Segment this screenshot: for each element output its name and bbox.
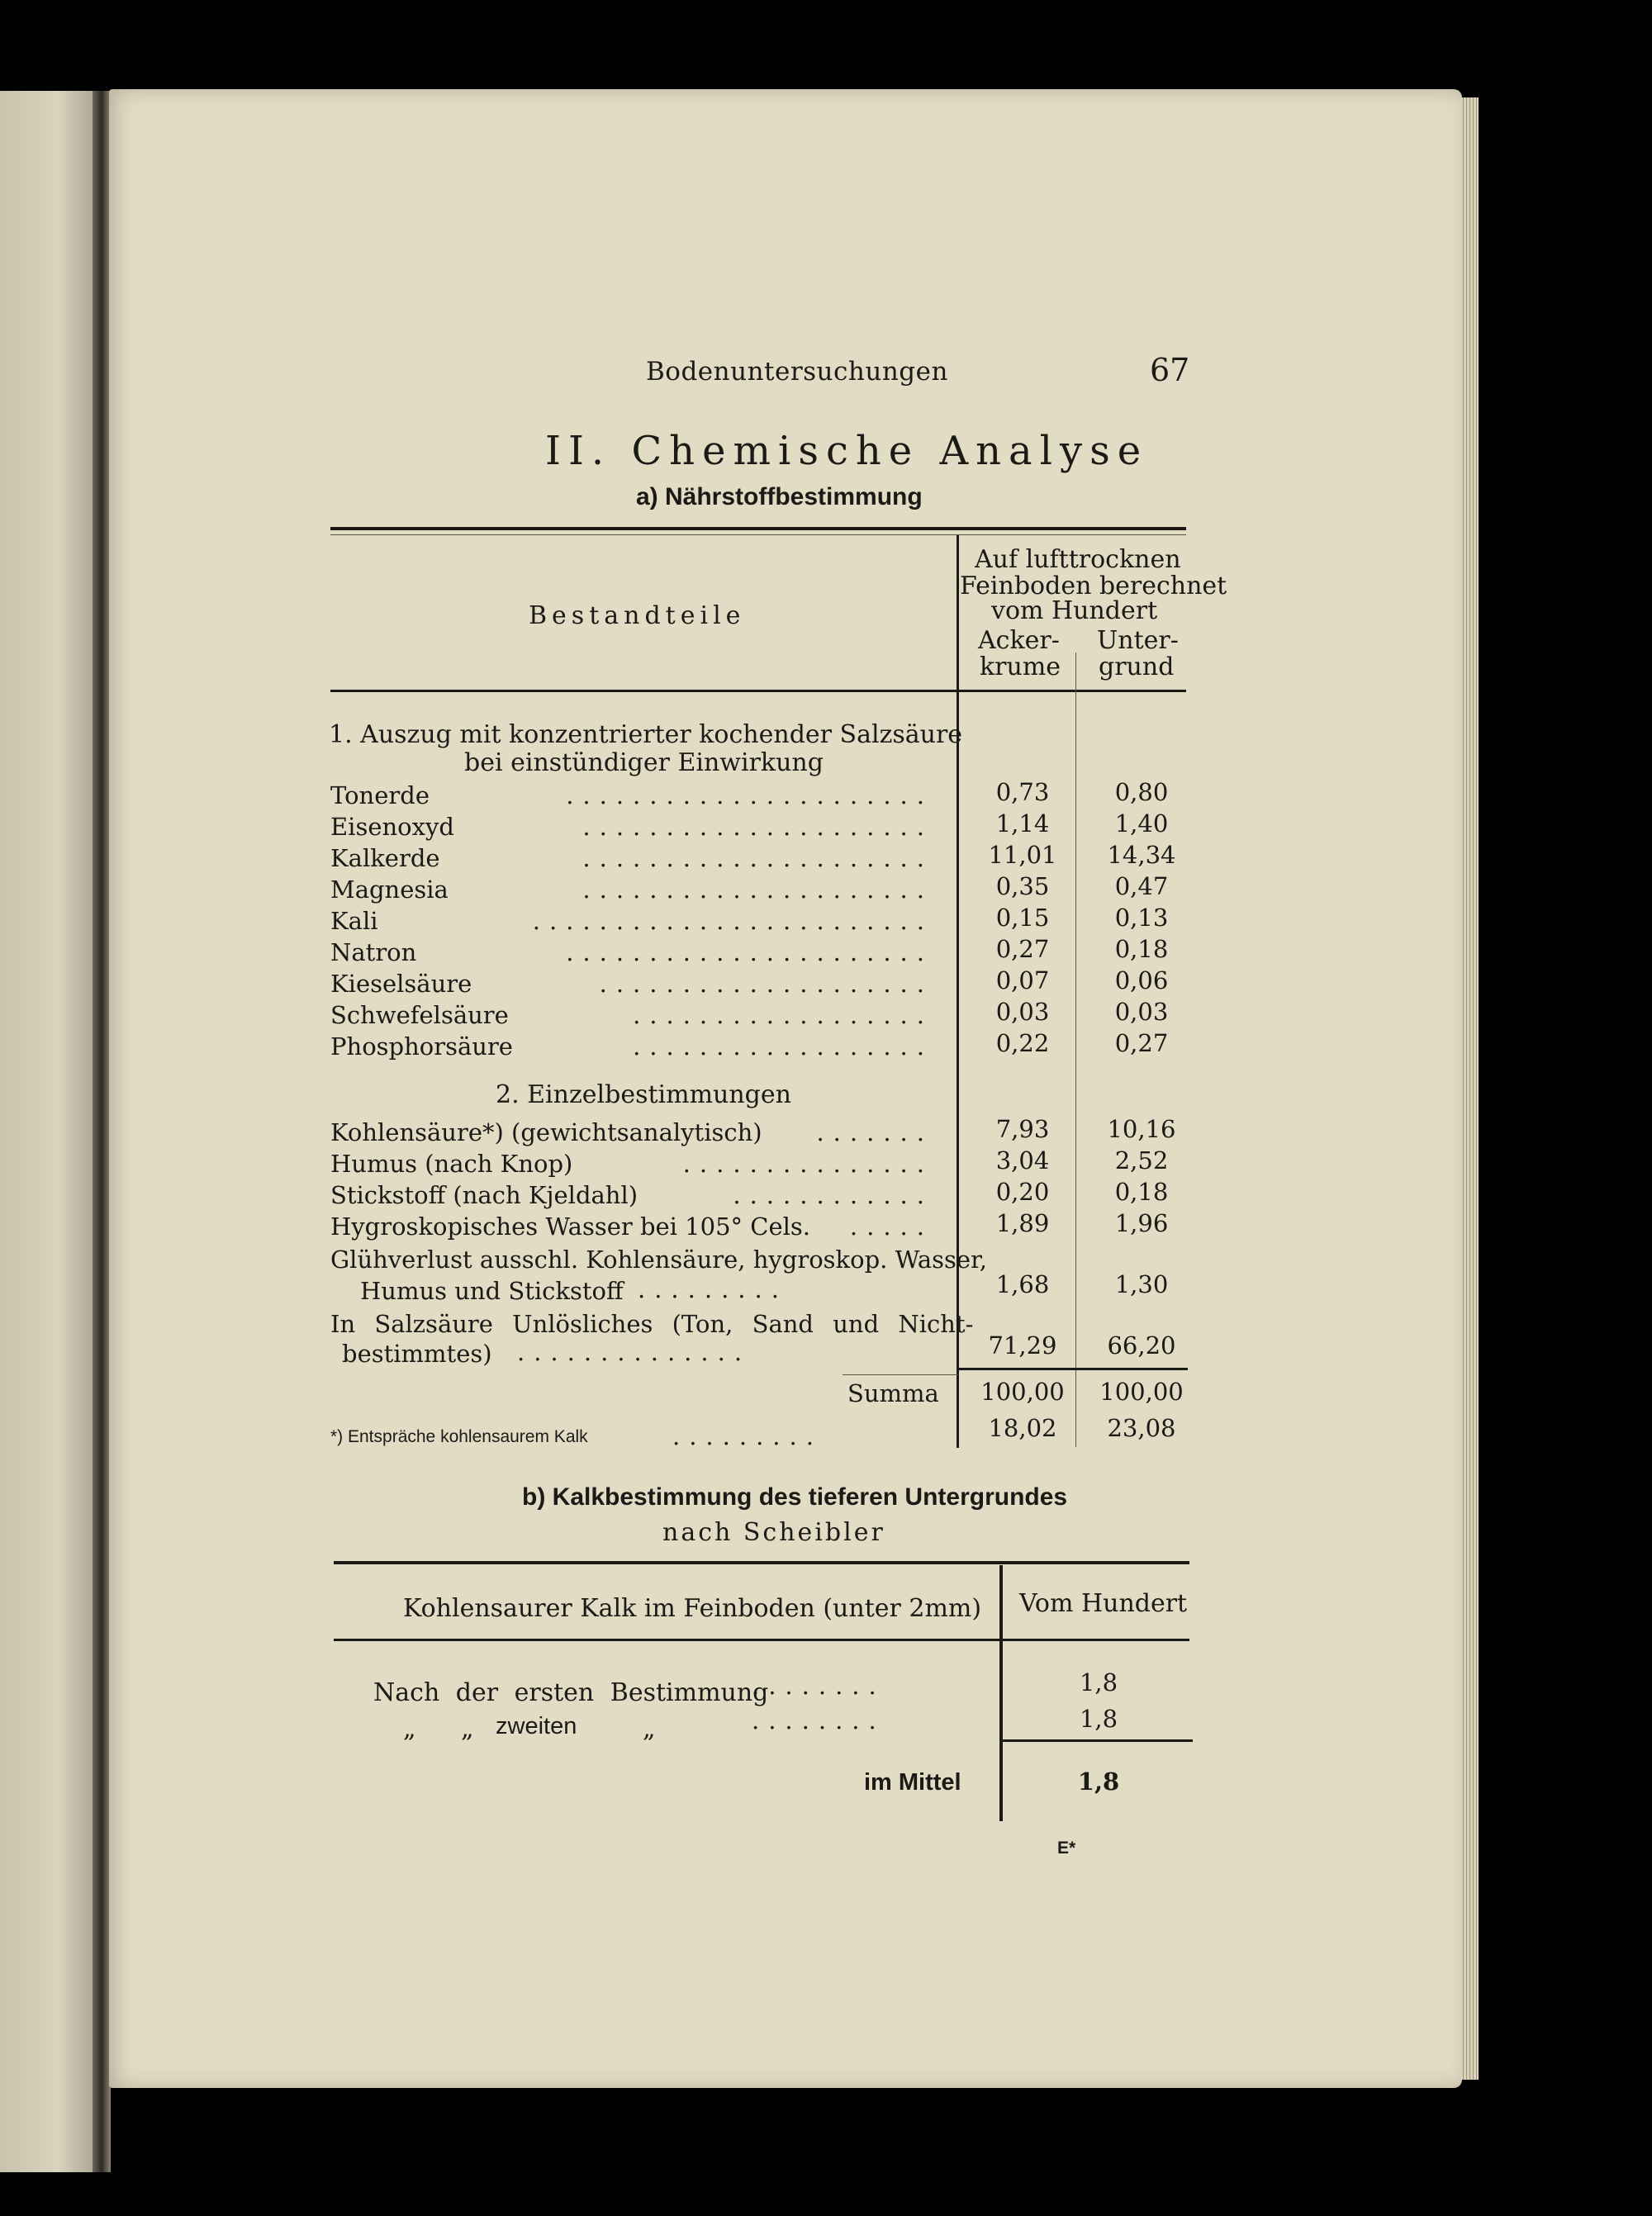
row-untergrund-value: 0,80 <box>1114 778 1169 806</box>
table-a-value-divider <box>1075 652 1076 1447</box>
unloeslich-leader: .............. <box>517 1338 752 1366</box>
subsection-b-subtitle: nach Scheibler <box>662 1518 885 1547</box>
footnote-ackerkrume: 18,02 <box>988 1414 1057 1442</box>
table-b-stub-header: Kohlensaurer Kalk im Feinboden (unter 2mm) <box>403 1594 982 1623</box>
group-header-line2: Feinboden berechnet <box>960 572 1227 600</box>
row-untergrund-value: 14,34 <box>1107 841 1176 869</box>
row-untergrund-value: 0,03 <box>1114 998 1169 1026</box>
table-b-mean-rule <box>1001 1739 1193 1742</box>
table-b-row2-ditto3: „ <box>643 1715 656 1744</box>
row-leader: ...................... <box>566 781 933 809</box>
row-ackerkrume-value: 3,04 <box>995 1146 1050 1174</box>
row-leader: ...................... <box>566 938 933 966</box>
row-ackerkrume-value: 7,93 <box>995 1115 1050 1143</box>
row-leader: .................... <box>599 970 933 998</box>
row-untergrund-value: 2,52 <box>1114 1146 1169 1174</box>
row-label: Tonerde <box>330 781 430 809</box>
table-b-value-header: Vom Hundert <box>1019 1589 1188 1618</box>
row-ackerkrume-value: 0,15 <box>995 904 1050 932</box>
row-ackerkrume-value: 0,22 <box>995 1029 1050 1057</box>
row-untergrund-value: 0,06 <box>1114 966 1169 994</box>
row-ackerkrume-value: 0,07 <box>995 966 1050 994</box>
table-a-top-rule <box>330 527 1186 530</box>
footnote-leader: ......... <box>672 1422 823 1450</box>
row-ackerkrume-value: 0,03 <box>995 998 1050 1026</box>
group-header-line1: Auf lufttrocknen <box>975 545 1181 574</box>
running-head: Bodenuntersuchungen <box>646 357 948 387</box>
row-leader: ............... <box>682 1150 933 1178</box>
col-ackerkrume-header-2: krume <box>980 652 1061 681</box>
table-b-mean-label: im Mittel <box>864 1769 961 1796</box>
table-b-top-rule <box>334 1561 1189 1564</box>
table-b-row2-value: 1,8 <box>1079 1705 1118 1733</box>
row-ackerkrume-value: 0,35 <box>995 872 1050 900</box>
row-leader: ........................ <box>532 907 933 935</box>
row-label: Hygroskopisches Wasser bei 105° Cels. <box>330 1212 810 1241</box>
col-ackerkrume-header-1: Acker- <box>978 626 1060 655</box>
row-leader: ....... <box>816 1118 933 1146</box>
summa-untergrund: 100,00 <box>1099 1378 1184 1406</box>
row-leader: ..................... <box>582 875 933 904</box>
table-b-column-divider <box>999 1565 1003 1821</box>
gluehverlust-leader: ......... <box>638 1275 788 1303</box>
row-label: Humus (nach Knop) <box>330 1150 573 1178</box>
row-ackerkrume-value: 11,01 <box>988 841 1057 869</box>
row-label: Phosphorsäure <box>330 1032 513 1061</box>
row-leader: .................. <box>633 1032 933 1061</box>
unloeslich-untergrund: 66,20 <box>1107 1331 1176 1359</box>
group-header-line3: vom Hundert <box>991 596 1158 625</box>
row-untergrund-value: 10,16 <box>1107 1115 1176 1143</box>
table-b-row2-ditto1: „ <box>403 1715 416 1744</box>
row-ackerkrume-value: 0,73 <box>995 778 1050 806</box>
row-untergrund-value: 0,18 <box>1114 1178 1169 1206</box>
row-leader: ..... <box>849 1212 933 1241</box>
table-b-row1-value: 1,8 <box>1079 1668 1118 1696</box>
row-ackerkrume-value: 0,20 <box>995 1178 1050 1206</box>
gluehverlust-ackerkrume: 1,68 <box>995 1270 1050 1298</box>
gluehverlust-label-1: Glühverlust ausschl. Kohlensäure, hygroskop. Wasser, <box>330 1246 987 1274</box>
row-label: Natron <box>330 938 417 966</box>
row-label: Stickstoff (nach Kjeldahl) <box>330 1181 638 1209</box>
row-untergrund-value: 0,27 <box>1114 1029 1169 1057</box>
subsection-a-title: a) Nährstoffbestimmung <box>636 483 923 510</box>
summa-rule-left <box>843 1374 958 1375</box>
table-b-row1-leader: ........ <box>752 1672 885 1700</box>
footnote-untergrund: 23,08 <box>1107 1414 1176 1442</box>
row-untergrund-value: 0,18 <box>1114 935 1169 963</box>
section1-line2: bei einstündiger Einwirkung <box>464 748 824 777</box>
col-untergrund-header-1: Unter- <box>1097 626 1179 655</box>
summa-label: Summa <box>847 1379 939 1407</box>
row-untergrund-value: 1,96 <box>1114 1209 1169 1237</box>
section2-heading: 2. Einzelbestimmungen <box>496 1080 791 1109</box>
section-title: II. Chemische Analyse <box>545 428 1149 474</box>
row-label: Kohlensäure*) (gewichtsanalytisch) <box>330 1118 762 1146</box>
table-b-row1-label: Nach der ersten Bestimmung <box>373 1678 769 1707</box>
left-page-edge <box>0 91 97 2172</box>
unloeslich-label-1: In Salzsäure Unlösliches (Ton, Sand und Nicht- <box>330 1310 974 1338</box>
table-b-row2-word: zweiten <box>496 1713 577 1739</box>
row-label: Eisenoxyd <box>330 813 454 841</box>
row-label: Kalkerde <box>330 844 440 872</box>
section1-line1: 1. Auszug mit konzentrierter kochender Salzsäure <box>329 720 963 749</box>
row-label: Kali <box>330 907 378 935</box>
page-stack-edge <box>1460 97 1479 2080</box>
row-untergrund-value: 0,13 <box>1114 904 1169 932</box>
row-ackerkrume-value: 1,14 <box>995 809 1050 838</box>
summa-ackerkrume: 100,00 <box>980 1378 1065 1406</box>
unloeslich-ackerkrume: 71,29 <box>988 1331 1057 1359</box>
table-b-mean-value: 1,8 <box>1077 1768 1120 1796</box>
row-label: Schwefelsäure <box>330 1001 509 1029</box>
table-b-header-rule <box>334 1639 1189 1641</box>
stub-header: Bestandteile <box>529 601 746 630</box>
table-b-row2-ditto2: „ <box>461 1715 474 1744</box>
table-a-top-rule-thin <box>330 534 1186 535</box>
book-gutter <box>93 91 111 2172</box>
row-ackerkrume-value: 1,89 <box>995 1209 1050 1237</box>
gluehverlust-label-2: Humus und Stickstoff <box>360 1277 624 1305</box>
summa-rule <box>957 1368 1188 1370</box>
row-untergrund-value: 0,47 <box>1114 872 1169 900</box>
page-number: 67 <box>1150 352 1190 388</box>
row-untergrund-value: 1,40 <box>1114 809 1169 838</box>
gluehverlust-untergrund: 1,30 <box>1114 1270 1169 1298</box>
signature-mark: E* <box>1057 1839 1076 1858</box>
subsection-b-title: b) Kalkbestimmung des tieferen Untergrundes <box>522 1483 1068 1511</box>
row-leader: .................. <box>633 1001 933 1029</box>
row-leader: ..................... <box>582 813 933 841</box>
footnote-label: *) Entspräche kohlensaurem Kalk <box>330 1427 588 1446</box>
row-label: Magnesia <box>330 875 449 904</box>
col-untergrund-header-2: grund <box>1099 652 1175 681</box>
row-leader: ............ <box>733 1181 933 1209</box>
unloeslich-label-2: bestimmtes) <box>342 1340 492 1368</box>
table-a-header-rule <box>330 690 1186 692</box>
row-leader: ..................... <box>582 844 933 872</box>
row-ackerkrume-value: 0,27 <box>995 935 1050 963</box>
row-label: Kieselsäure <box>330 970 472 998</box>
table-b-row2-leader: ........ <box>752 1706 885 1734</box>
